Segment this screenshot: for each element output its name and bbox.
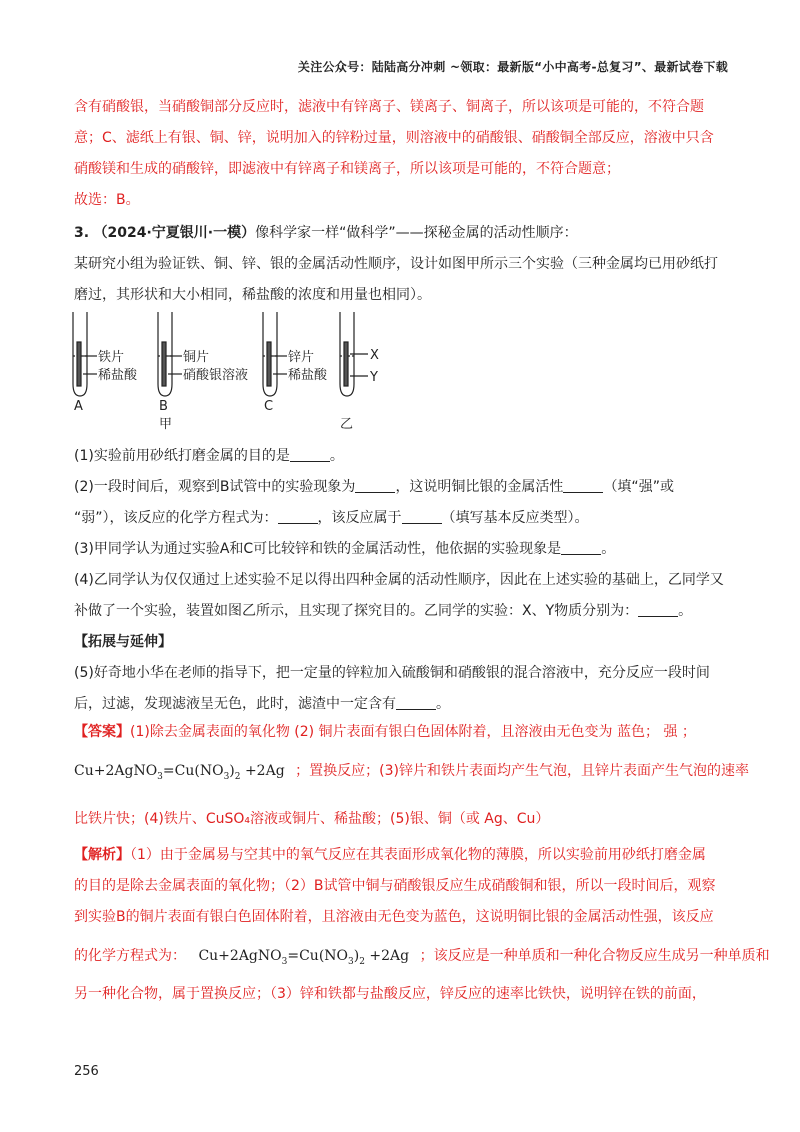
answer-text: 比铁片快；(4)铁片、CuSO₄溶液或铜片、稀盐酸；(5)银、铜（或 Ag、Cu） — [74, 811, 550, 827]
eq-part: +2Ag — [364, 948, 410, 964]
tube-label: X — [370, 348, 379, 363]
tube-letter: 乙 — [340, 417, 354, 432]
tube-letter: C — [264, 399, 274, 414]
eq-part: =Cu(NO — [162, 763, 224, 779]
answer-text: ；置换反应；(3)锌片和铁片表面均产生气泡，且锌片表面产生气泡的速率 — [295, 763, 749, 779]
eq-sub: 2 — [234, 771, 241, 782]
question-number: 3. — [74, 225, 90, 241]
q5-end: 。 — [436, 696, 450, 712]
answer-blank — [290, 447, 330, 462]
eq-part: ) — [353, 948, 360, 964]
q2-text: “弱”），该反应的化学方程式为： — [74, 510, 278, 526]
chemical-equation — [74, 763, 285, 782]
analysis-line: 另一种化合物，属于置换反应；（3）锌和铁都与盐酸反应，锌反应的速率比铁快，说明锌在铁的前面， — [74, 986, 706, 1002]
chemical-equation — [198, 948, 410, 967]
analysis-line: 的化学方程式为： — [74, 948, 186, 964]
analysis-line: 硝酸镁和生成的硝酸锌，即滤液中有锌离子和镁离子，所以该项是可能的，不符合题意； — [74, 161, 620, 177]
eq-part: Cu+2AgNO — [198, 948, 282, 964]
analysis-section — [74, 840, 770, 1010]
answer-blank — [278, 509, 318, 524]
answer-section — [74, 717, 749, 835]
q2-text: （填“强”或 — [603, 479, 674, 495]
answer-blank — [638, 602, 678, 617]
question-title: 像科学家一样“做科学”——探秘金属的活动性顺序： — [255, 225, 578, 241]
tube-label: 稀盐酸 — [288, 368, 328, 383]
group-label: 甲 — [159, 417, 173, 432]
eq-part: =Cu(NO — [287, 948, 349, 964]
eq-part: ) — [229, 763, 235, 779]
tube-letter: B — [159, 399, 168, 414]
analysis-line: 含有硝酸银，当硝酸铜部分反应时，滤液中有锌离子、镁离子、铜离子，所以该项是可能的，不符合题 — [74, 99, 704, 115]
answer-blank — [561, 540, 601, 555]
tube-label: 硝酸银溶液 — [183, 368, 249, 383]
answer-tag: 【答案】 — [74, 724, 130, 740]
tube-letter: A — [74, 399, 83, 414]
eq-sub: 3 — [281, 956, 288, 967]
q3-end: 。 — [601, 541, 616, 557]
q2-text: ，该反应属于 — [317, 510, 402, 526]
page-number: 256 — [74, 1064, 99, 1079]
q2-text: (2)一段时间后，观察到B试管中的实验现象为 — [74, 479, 356, 495]
answer-blank — [563, 478, 603, 493]
q5-text: (5)好奇地小华在老师的指导下，把一定量的锌粒加入硫酸铜和硝酸银的混合溶液中，充分反应一段时间 — [74, 665, 710, 681]
tube-label: Y — [370, 370, 378, 385]
extend-heading: 【拓展与延伸】 — [74, 634, 172, 650]
analysis-line: 的目的是除去金属表面的氧化物；（2）B试管中铜与硝酸银反应生成硝酸铜和银，所以一段时间后，观察 — [74, 878, 716, 894]
q4-end: 。 — [678, 603, 693, 619]
analysis-line: 意；C、滤纸上有银、铜、锌，说明加入的锌粉过量，则溶液中的硝酸银、硝酸铜全部反应，溶液中只含 — [74, 130, 714, 146]
tube-label: 锌片 — [288, 350, 315, 365]
eq-part: +2Ag — [240, 763, 285, 779]
answer-blank — [402, 509, 442, 524]
answer-text: (1)除去金属表面的氧化物 (2) 铜片表面有银白色固体附着，且溶液由无色变为 蓝色； 强 ； — [130, 724, 696, 740]
eq-sub: 3 — [223, 771, 230, 782]
analysis-line: ；该反应是一种单质和一种化合物反应生成另一种单质和 — [419, 948, 770, 964]
analysis-tag: 【解析】 — [74, 847, 130, 863]
q1-text: (1)实验前用砂纸打磨金属的目的是 — [74, 448, 290, 464]
eq-sub: 2 — [359, 956, 365, 967]
q2-text: ，这说明铜比银的金属活性 — [395, 479, 564, 495]
experiment-figure — [60, 306, 400, 436]
q3-text: (3)甲同学认为通过实验A和C可比较锌和铁的金属活动性，他依据的实验现象是 — [74, 541, 562, 557]
analysis-line: （1）由于金属易与空其中的氧气反应在其表面形成氧化物的薄膜，所以实验前用砂纸打磨金属 — [130, 847, 706, 863]
eq-sub: 3 — [157, 771, 163, 782]
analysis-line: 故选：B。 — [74, 192, 140, 208]
analysis-line: 到实验B的铜片表面有银白色固体附着，且溶液由无色变为蓝色，这说明铜比银的金属活动性强，该反应 — [74, 909, 714, 925]
q4-text: 补做了一个实验，装置如图乙所示，且实现了探究目的。乙同学的实验：X、Y物质分别为： — [74, 603, 639, 619]
tube-label: 铁片 — [98, 350, 125, 365]
previous-analysis — [74, 92, 730, 216]
question-3 — [74, 218, 730, 311]
q1-end: 。 — [329, 448, 344, 464]
answer-blank — [396, 695, 436, 710]
q4-text: (4)乙同学认为仅仅通过上述实验不足以得出四种金属的活动性顺序，因此在上述实验的基础上，乙同学又 — [74, 572, 724, 588]
eq-sub: 3 — [348, 956, 354, 967]
answer-blank — [355, 478, 395, 493]
question-intro: 磨过，其形状和大小相同，稀盐酸的浓度和用量也相同）。 — [74, 287, 431, 303]
tube-label: 铜片 — [183, 350, 210, 365]
tube-label: 稀盐酸 — [98, 368, 138, 383]
question-source: （2024·宁夏银川·一模） — [93, 225, 256, 241]
question-intro: 某研究小组为验证铁、铜、锌、银的金属活动性顺序，设计如图甲所示三个实验（三种金属均已用砂纸打 — [74, 256, 718, 272]
eq-part: Cu+2AgNO — [74, 763, 158, 779]
page-header: 关注公众号：陆陆高分冲刺 ~领取：最新版“小中高考-总复习”、最新试卷下载 — [297, 60, 728, 74]
q5-text: 后，过滤，发现滤液呈无色，此时，滤渣中一定含有 — [74, 696, 396, 712]
q2-text: （填写基本反应类型）。 — [441, 510, 589, 526]
sub-questions — [74, 441, 730, 720]
